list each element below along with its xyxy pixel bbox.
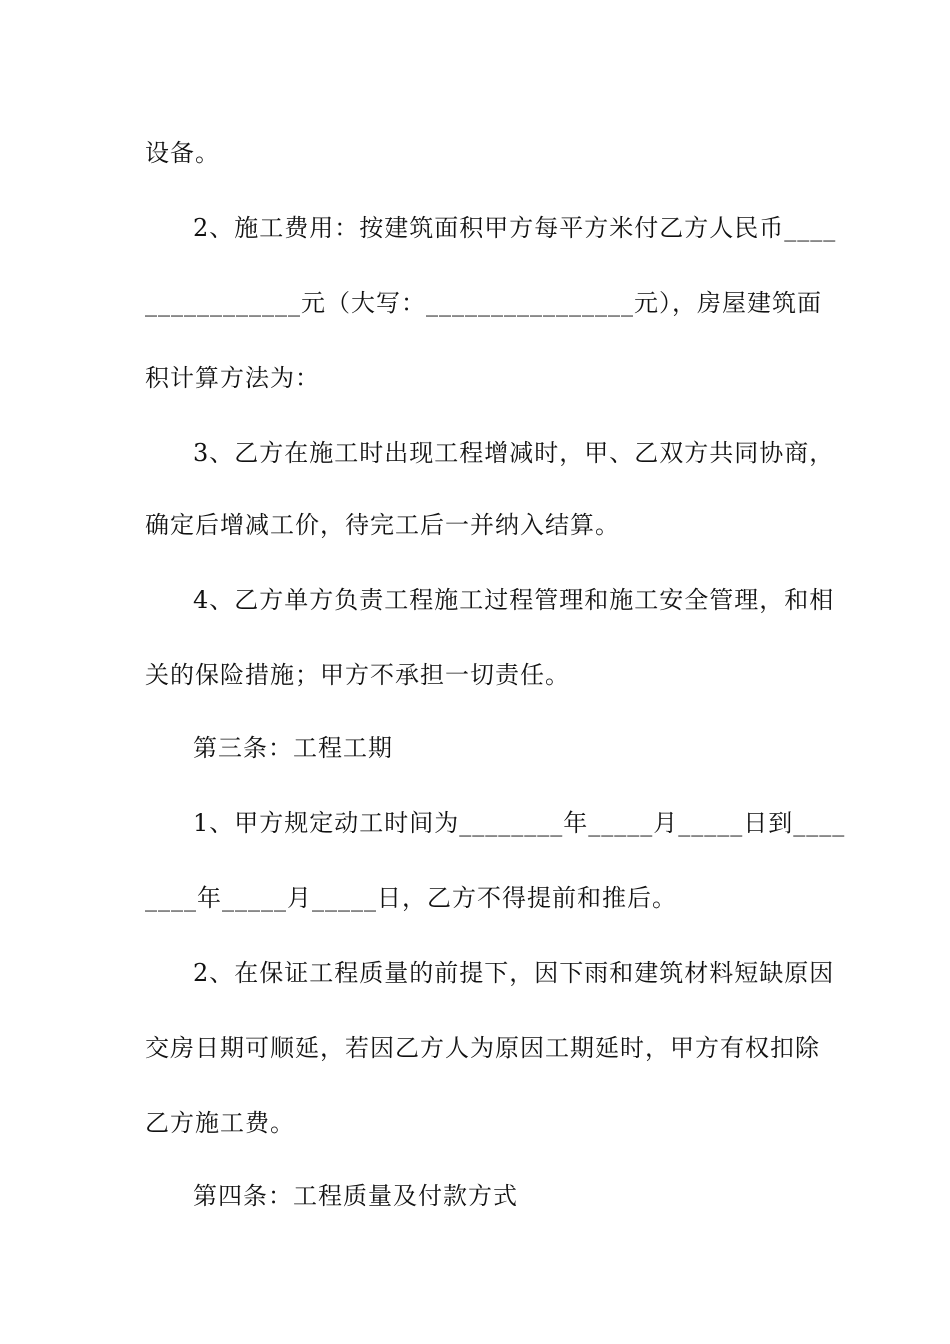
text-line: 确定后增减工价，待完工后一并纳入结算。: [145, 511, 620, 539]
section-heading: 第三条：工程工期: [193, 734, 393, 762]
text-line: 积计算方法为：: [145, 364, 320, 392]
text-line: ____年_____月_____日，乙方不得提前和推后。: [145, 884, 677, 912]
text-line: ____________元（大写：________________元），房屋建筑面: [145, 289, 822, 317]
text-line: 3、乙方在施工时出现工程增减时，甲、乙双方共同协商，: [193, 439, 835, 467]
text-line: 交房日期可顺延，若因乙方人为原因工期延时，甲方有权扣除: [145, 1034, 820, 1062]
text-line: 2、施工费用：按建筑面积甲方每平方米付乙方人民币____: [193, 214, 837, 242]
text-line: 关的保险措施；甲方不承担一切责任。: [145, 661, 570, 689]
section-heading: 第四条：工程质量及付款方式: [193, 1182, 518, 1210]
text-line: 2、在保证工程质量的前提下，因下雨和建筑材料短缺原因: [193, 959, 835, 987]
text-line: 设备。: [145, 139, 220, 167]
text-line: 乙方施工费。: [145, 1109, 295, 1137]
text-line: 1、甲方规定动工时间为________年_____月_____日到____: [193, 809, 846, 837]
text-line: 4、乙方单方负责工程施工过程管理和施工安全管理，和相: [193, 586, 835, 614]
